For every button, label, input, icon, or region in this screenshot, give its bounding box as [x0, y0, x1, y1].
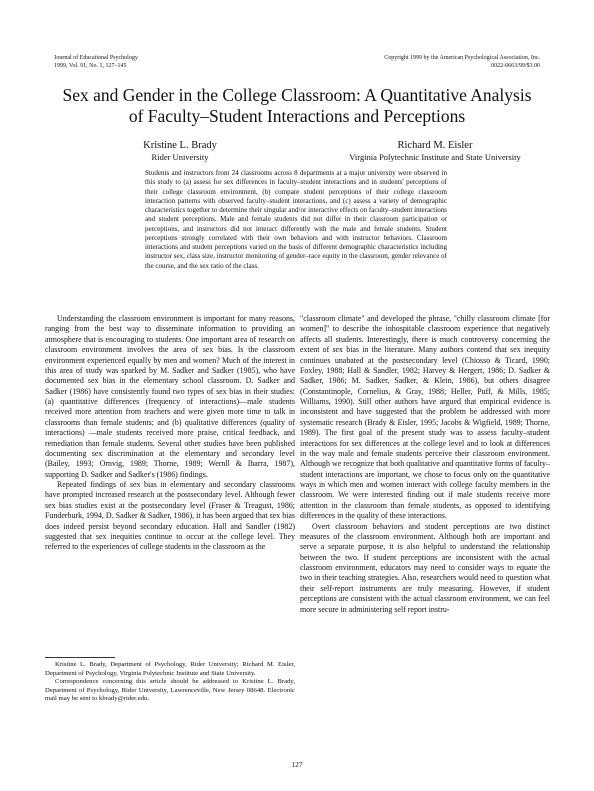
body-paragraph: Understanding the classroom environment is important for many reasons, ranging from the best way to disseminate information to providing an atmosphere that is encouraging to students. One important area of research on classroom environment involves the area of sex bias. Is the classroom environment experienced equally by men and women? Much of the interest in this area of study was sparked by M. Sadker and Sadker (1985), who have documented sex bias in the elementary school classroom. D. Sadker and Sadker (1986) have consistently found two types of sex bias in their studies: (a) quantitative differences (frequency of interactions)—male students received more attention from teachers and were given more time to talk in classrooms than female students; and (b) qualitative differences (quality of interactions) —male students received more praise, critical feedback, and remediation than female students. Several other studies have been published documenting sex discrimination at the elementary and secondary level (Bailey, 1993; Ornvig, 1989; Thorne, 1989; Wernll & Ibarra, 1987), supporting D. Sadker and Sadker's (1986) findings.	[45, 314, 295, 479]
footnote-divider	[45, 657, 115, 658]
body-paragraph: Repeated findings of sex bias in elementary and secondary classrooms have prompted increased research at the postsecondary level. Although fewer sex bias studies exist at the postsecondary level (Fraser & Treagust, 1986; Funderburk, 1994, D. Sadker & Sadker, 1986), it has been argued that sex bias does indeed persist beyond secondary education. Hall and Sandler (1982) suggested that sex inequities continue to occur at the college level. They referred to the experiences of college students in the classroom as the	[45, 480, 295, 552]
body-paragraph: "classroom climate" and developed the phrase, "chilly classroom climate [for women]" to describe the inhospitable classroom experience that negatively affects all students. Interestingly, there is much controversy concerning the extent of sex bias in the literature. Many authors contend that sex inequity continues unabated at the postsecondary level (Chiosso & Ticard, 1990; Foxley, 1988; Hall & Sandler, 1982; Harvey & Hergert, 1986; D. Sadker & Sadker, 1986; M. Sadker, Sadker, & Klein, 1986), but others disagree (Constantinople, Cornelius, & Gray, 1988; Heller, Puff, & Mills, 1985; Williams, 1990). Still other authors have argued that empirical evidence is inconsistent and have suggested that the problem be addressed with more systematic research (Brady & Eisler, 1995; Jacobs & Wigfield, 1989; Thorne, 1989). The first goal of the present study was to assess faculty–student interactions for sex differences at the college level and to look at differences in the way male and female students perceive their classroom environment. Although we recognize that both qualitative and quantitative forms of faculty–student interactions are important, we chose to focus only on the quantitative ways in which men and women interact with college faculty members in the classroom. We were interested finding out if male students receive more attention in the classroom than female students, as opposed to identifying differences in the quality of these interactions.	[300, 314, 550, 521]
issn-line: 0022-0663/99/$3.00	[491, 62, 540, 69]
author-name: Kristine L. Brady	[143, 140, 217, 151]
abstract: Students and instructors from 24 classrooms across 8 departments at a major university were observed in this study to (a) assess for sex differences in faculty–student interactions and in students' perceptions of their college classroom environment, (b) compare student perceptions of their college classroom interaction patterns with observed faculty–student interactions, and (c) assess a variety of demographic characteristics together to determine their singular and/or interactive effects on faculty–student interactions and student perceptions. Male and female students did not differ in their classroom participation or perceptions, and instructors did not interact differently with the male and female students. Student perceptions strongly correlated with their own behaviors and with instructor behaviors. Classroom interactions and student perceptions varied on the basis of different demographic characteristics including instructor sex, class size, instructor monitoring of gender–race equity in the classroom, gender relevance of the course, and the sex ratio of the class.	[145, 169, 447, 270]
author-note-affiliations: Kristine L. Brady, Department of Psychology, Rider University; Richard M. Eisler, Department of Psychology, Virginia Polytechnic Institute and State University.	[45, 661, 295, 677]
author-note-correspondence: Correspondence concerning this article should be addressed to Kristine L. Brady, Department of Psychology, Rider University, Lawrenceville, New Jersey 08648. Electronic mail may be sent to kbrady@rider.edu.	[45, 678, 295, 703]
article-title	[40, 85, 554, 127]
journal-citation	[54, 55, 254, 70]
body-paragraph: Overt classroom behaviors and student perceptions are two distinct measures of the classroom environment. Although both are important and serve a separate purpose, it is also helpful to understand the relationship between the two. If student perceptions are inconsistent with the actual classroom environment, educators may need to consider ways to equate the two in their teaching strategies. Also, researchers would need to question what their self-report instruments are truly measuring. However, if student perceptions are consistent with the actual classroom environment, we can feel more secure in administering self report instru-	[300, 521, 550, 614]
journal-volume: 1999, Vol. 91, No. 1, 127–145	[54, 62, 127, 69]
author-block-2	[310, 140, 560, 162]
author-affiliation: Virginia Polytechnic Institute and State University	[349, 152, 521, 162]
copyright-notice	[310, 55, 540, 70]
body-column-left	[45, 314, 295, 654]
author-name: Richard M. Eisler	[397, 140, 473, 151]
author-affiliation: Rider University	[151, 152, 209, 162]
journal-name: Journal of Educational Psychology	[54, 55, 138, 61]
author-block-1	[110, 140, 250, 162]
article-title-line-1: Sex and Gender in the College Classroom: A Quantitative Analysis	[62, 85, 532, 105]
body-column-right	[300, 314, 550, 744]
page-number: 127	[291, 760, 303, 769]
article-title-line-2: of Faculty–Student Interactions and Perceptions	[128, 106, 466, 126]
copyright-line: Copyright 1999 by the American Psychological Association, Inc.	[384, 55, 540, 61]
author-note	[45, 661, 295, 704]
